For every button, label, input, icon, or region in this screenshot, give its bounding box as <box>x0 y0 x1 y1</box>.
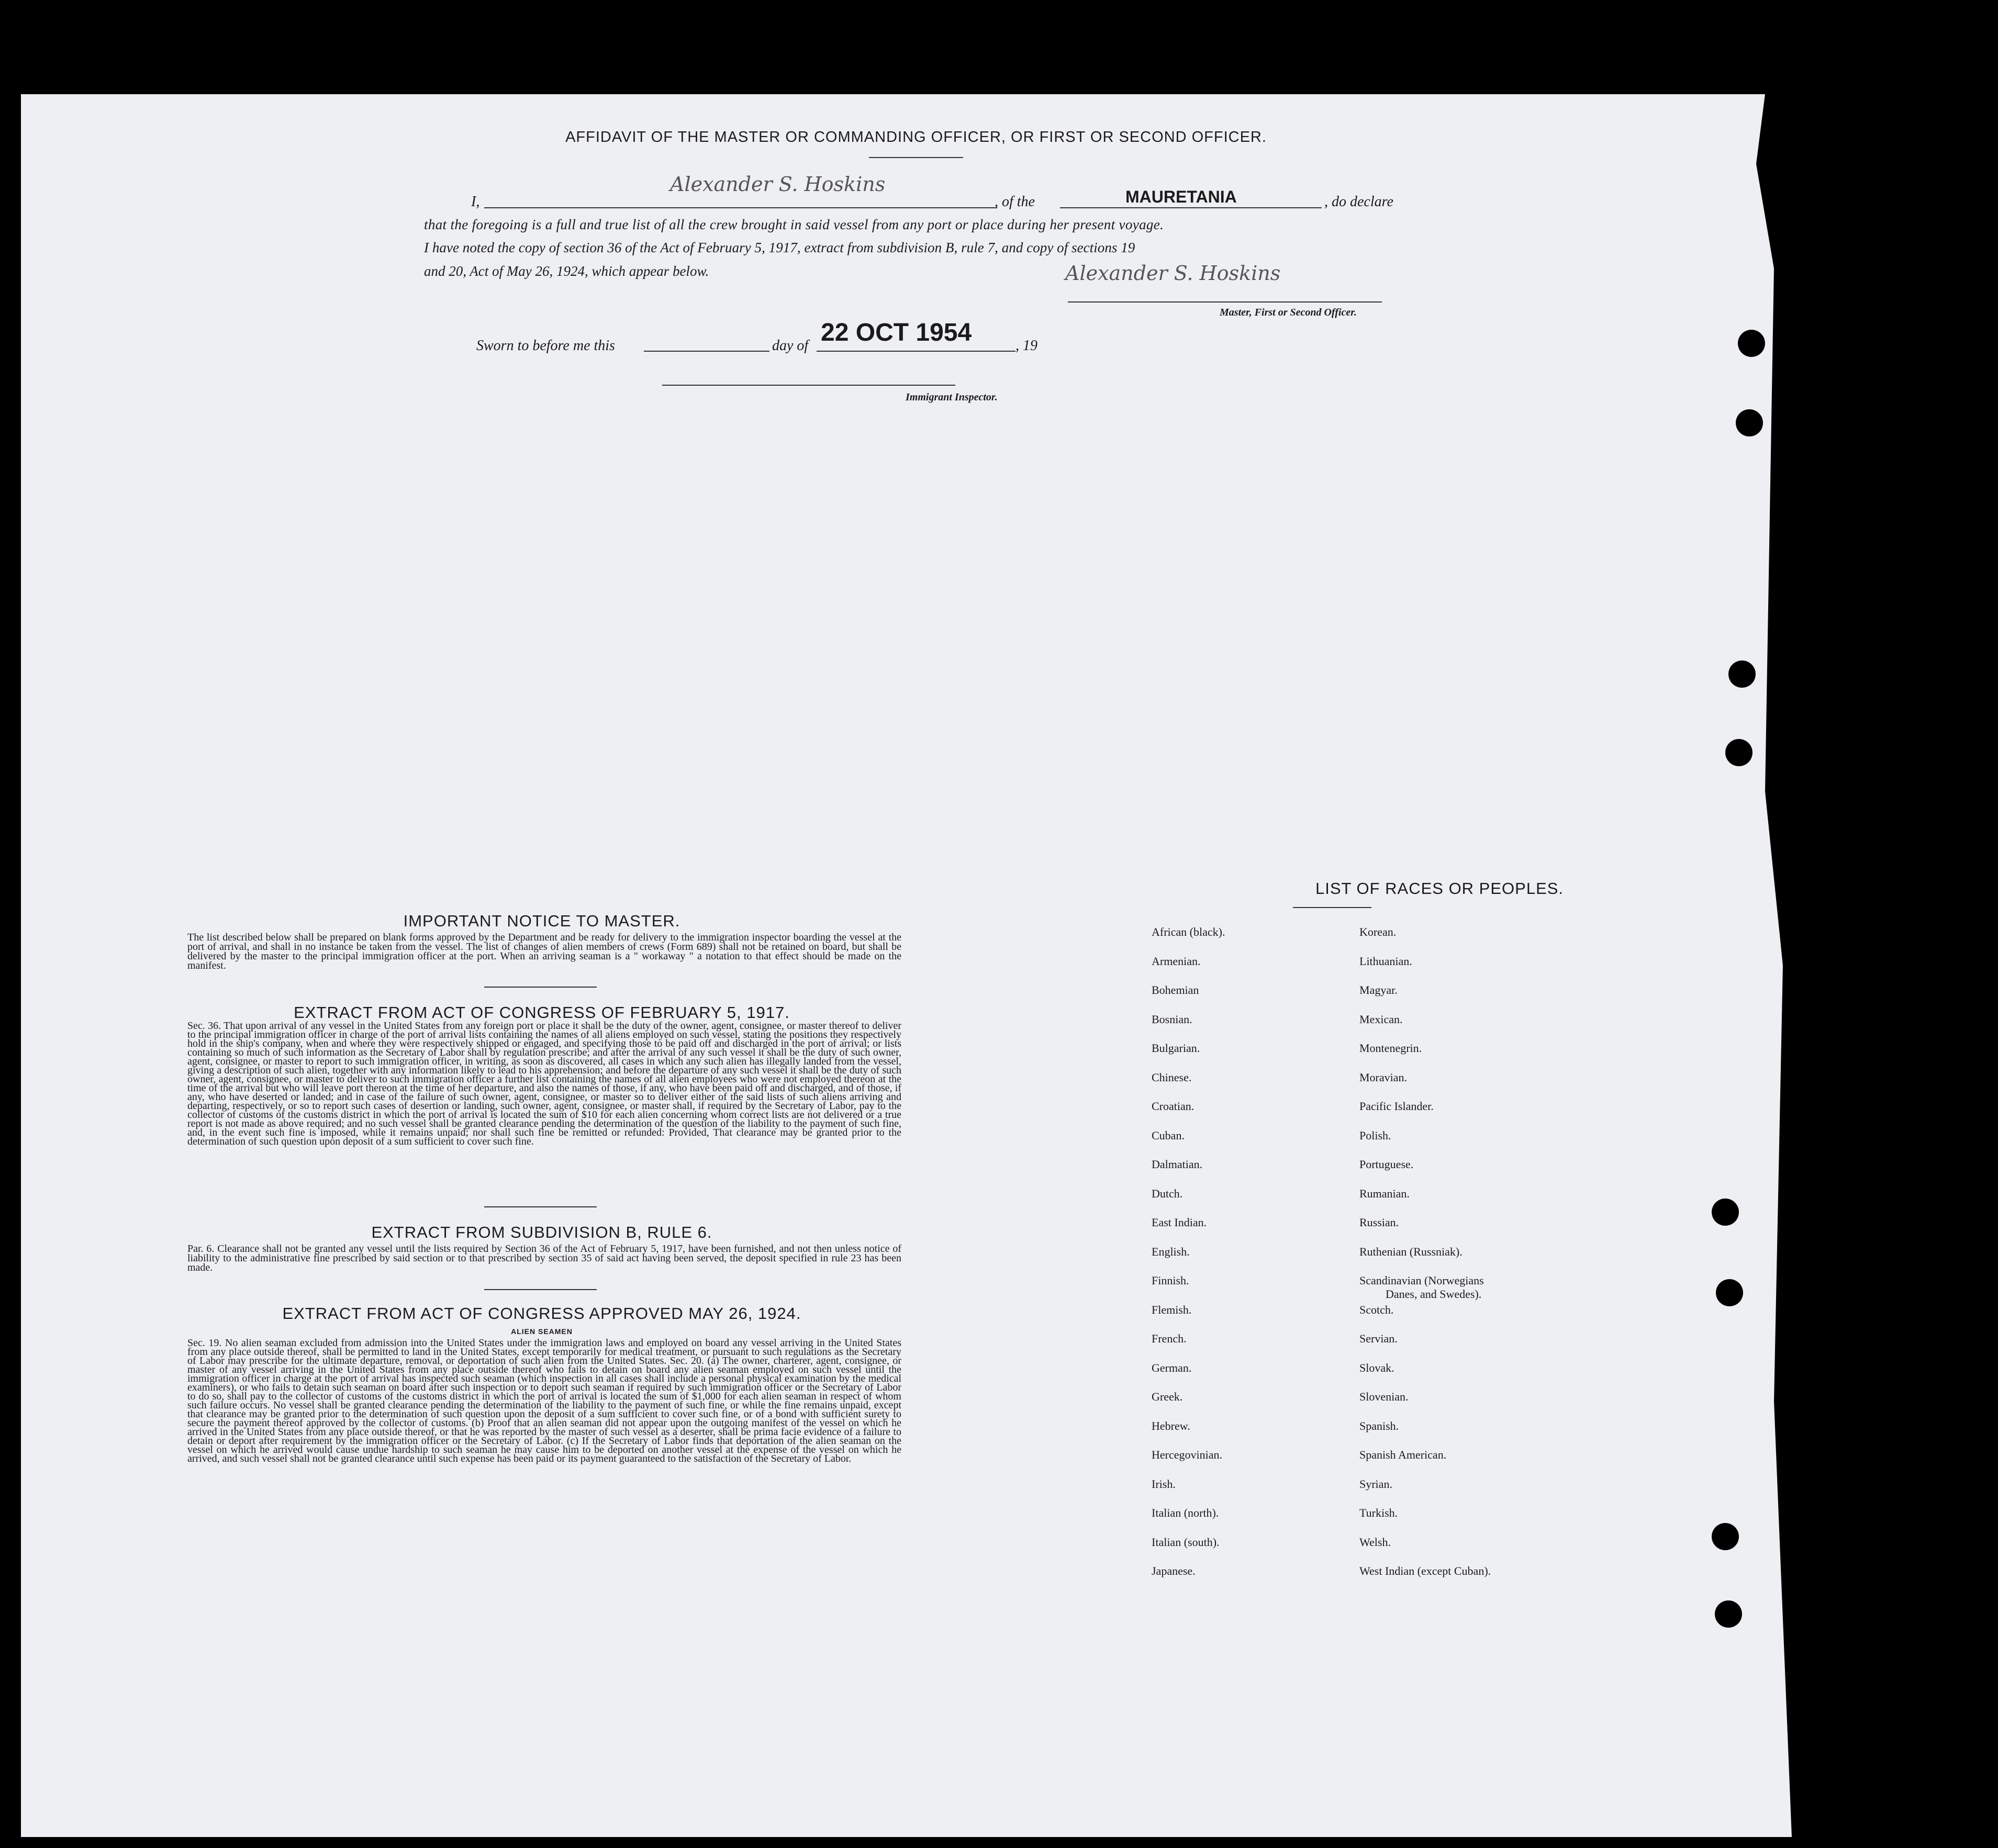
master-caption: Master, First or Second Officer. <box>1220 307 1357 318</box>
race-item: Rumanian. <box>1359 1186 1410 1200</box>
sworn-label: Sworn to before me this <box>476 338 615 354</box>
race-item-line: Scandinavian (Norwegians <box>1359 1274 1484 1287</box>
races-left-column <box>1152 925 1361 1594</box>
affidavit-line-3: I have noted the copy of section 36 of the Act of February 5, 1917, extract from subdivision B, rule 7, and copy of sections 19 <box>424 240 1135 255</box>
year-prefix: , 19 <box>1015 338 1037 354</box>
race-item: Croatian. <box>1152 1100 1195 1113</box>
notice-body: The list described below shall be prepared on blank forms approved by the Department and be ready for delivery to the immigration inspector boarding the vessel at the port of arrival, and shall in no instance be taken from the vessel. The list of changes of alien members of crews (Form 689) shall not be retained on board, but shall be delivered by the master to the principal immigration officer at the port. When an arriving seaman is a " workaway " a notation to that effect should be made on the manifest. <box>187 932 901 971</box>
race-item: Italian (south). <box>1152 1535 1220 1549</box>
binder-hole <box>1712 1523 1739 1550</box>
subdivision-body: Par. 6. Clearance shall not be granted any vessel until the lists required by Section 36 of the Act of February 5, 1917, have been furnished, and not then unless notice of liability to the administrative fine prescribed by said section or to that prescribed by section 35 of said act having been served, the deposit specified in rule 23 has been made. <box>187 1243 901 1273</box>
race-item-continuation: Danes, and Swedes). <box>1386 1287 1482 1301</box>
race-item: Japanese. <box>1152 1564 1196 1577</box>
divider <box>1293 907 1371 908</box>
binder-hole <box>1725 739 1753 766</box>
extract-1917-body: Sec. 36. That upon arrival of any vessel in the United States from any foreign port or place it shall be the duty of the owner, agent, consignee, or master thereof to deliver to the principal immigration officer in charge of the port of arrival lists containing the names of all aliens employed on such vessel, stating the positions they respectively hold in the ship's company, when and where they were respectively shipped or engaged, and specifying those to be paid off and discharged in the port of arrival; or lists containing so much of such information as the Secretary of Labor shall by regulation prescribe; and after the arrival of any such vessel it shall be the duty of such owner, agent, consignee, or master to report to such immigration officer, in writing, as soon as discovered, all cases in which any such alien has illegally landed from the vessel, giving a description of such alien, together with any information likely to lead to his apprehension; and before the departure of any such vessel it shall be the duty of such owner, agent, consignee, or master to deliver to such immigration officer a further list containing the names of all alien employees who were not employed thereon at the time of the arrival but who will leave port thereon at the time of her departure, and also the names of those, if any, who have been paid off and discharged, and of those, if any, who have deserted or landed; and in case of the failure of such owner, agent, consignee, or master so to deliver either of the said lists of such aliens arriving and departing, respectively, or so to report such cases of desertion or landing, such owner, agent, consignee, or master shall, if required by the Secretary of Labor, pay to the collector of customs of the customs district in which the port of arrival is located the sum of $10 for each alien concerning whom correct lists are not delivered or a true report is not made as above required; and no such vessel shall be granted clearance pending the determination of the question of the liability to the payment of such fine, and, in the event such fine is imposed, while it remains unpaid; nor shall such fine be remitted or refunded: Provided, That clearance may be granted prior to the determination of such question upon deposit of a sum sufficient to cover such fine. <box>187 1020 901 1147</box>
extract-1917-title: EXTRACT FROM ACT OF CONGRESS OF FEBRUARY 5, 1917. <box>294 1003 790 1022</box>
race-item: Hebrew. <box>1152 1419 1190 1432</box>
race-item: Slovak. <box>1359 1361 1394 1374</box>
race-item: African (black). <box>1152 925 1225 938</box>
race-item: German. <box>1152 1361 1192 1374</box>
inspector-signature-line <box>662 369 955 386</box>
do-declare-label: , do declare <box>1324 194 1393 210</box>
day-of-label: day of <box>772 338 809 354</box>
race-item: Spanish. <box>1359 1419 1399 1432</box>
race-item: Irish. <box>1152 1477 1176 1491</box>
race-item: Turkish. <box>1359 1506 1398 1519</box>
extract-1924-body: Sec. 19. No alien seaman excluded from admission into the United States under the immigration laws and employed on board any vessel arriving in the United States from any place outside thereof, shall be permitted to land in the United States, except temporarily for medical treatment, or pursuant to such regulations as the Secretary of Labor may prescribe for the ultimate departure, removal, or deportation of such alien from the United States. Sec. 20. (a) The owner, charterer, agent, consignee, or master of any vessel arriving in the United States from any place outside thereof who fails to detain on board any alien seaman employed on such vessel until the immigration officer in charge at the port of arrival has inspected such seaman (which inspection in all cases shall include a personal physical examination by the medical examiners), or who fails to detain such seaman on board after such inspection or to deport such seaman if required by such immigration officer or the Secretary of Labor to do so, shall pay to the collector of customs of the customs district in which the port of arrival is located the sum of $1,000 for each alien seaman in respect of whom such failure occurs. No vessel shall be granted clearance pending the determination of the liability to the payment of such fine, or while the fine remains unpaid, except that clearance may be granted prior to the determination of such question upon the deposit of a sum sufficient to cover such fine, or of a bond with sufficient surety to secure the payment thereof approved by the collector of customs. (b) Proof that an alien seaman did not appear upon the outgoing manifest of the vessel on which he arrived in the United States from any place outside thereof, or that he was reported by the master of such vessel as a deserter, shall be prima facie evidence of a failure to detain or deport after requirement by the immigration officer or the Secretary of Labor. (c) If the Secretary of Labor finds that deportation of the alien seaman on the vessel on which he arrived would cause undue hardship to such seaman he may cause him to be deported on another vessel at the expense of the vessel on which he arrived, and such vessel shall not be granted clearance until such expense has been paid or its payment guaranteed to the satisfaction of the Secretary of Labor. <box>187 1337 901 1464</box>
divider <box>869 157 963 158</box>
inspector-caption: Immigrant Inspector. <box>906 391 998 403</box>
race-item: Bosnian. <box>1152 1012 1192 1026</box>
race-item: Portuguese. <box>1359 1158 1414 1171</box>
race-item: Hercegovinian. <box>1152 1448 1222 1461</box>
officer-name: Alexander S. Hoskins <box>670 173 886 196</box>
race-item: Bohemian <box>1152 983 1199 996</box>
race-item: Finnish. <box>1152 1274 1189 1287</box>
subdivision-title: EXTRACT FROM SUBDIVISION B, RULE 6. <box>371 1223 712 1241</box>
races-right-column <box>1359 925 1600 1594</box>
race-item: Slovenian. <box>1359 1390 1409 1403</box>
signature-line <box>1068 283 1382 303</box>
divider <box>484 1289 597 1290</box>
affidavit-line-4: and 20, Act of May 26, 1924, which appear below. <box>424 263 709 279</box>
race-item: Cuban. <box>1152 1128 1185 1142</box>
binder-hole <box>1736 409 1763 436</box>
vessel-name: MAURETANIA <box>1125 187 1237 206</box>
race-item: East Indian. <box>1152 1216 1207 1229</box>
race-item: Spanish American. <box>1359 1448 1447 1461</box>
race-item: Flemish. <box>1152 1303 1192 1316</box>
race-item: Polish. <box>1359 1128 1391 1142</box>
binder-hole <box>1712 1199 1739 1226</box>
race-item: West Indian (except Cuban). <box>1359 1564 1491 1577</box>
binder-hole <box>1715 1600 1742 1628</box>
race-item: Dalmatian. <box>1152 1158 1203 1171</box>
race-item: Moravian. <box>1359 1070 1408 1084</box>
race-item: Italian (north). <box>1152 1506 1219 1519</box>
affidavit-i-label: I, <box>471 194 480 210</box>
race-item: Montenegrin. <box>1359 1041 1422 1055</box>
binder-hole <box>1738 330 1765 357</box>
race-item: Welsh. <box>1359 1535 1391 1549</box>
race-item: Pacific Islander. <box>1359 1100 1434 1113</box>
sworn-day-field <box>644 335 769 352</box>
race-item: Bulgarian. <box>1152 1041 1200 1055</box>
binder-hole <box>1728 660 1756 688</box>
race-item: Mexican. <box>1359 1012 1403 1026</box>
race-item: Magyar. <box>1359 983 1398 996</box>
affidavit-line-2: that the foregoing is a full and true list of all the crew brought in said vessel from any port or place during her present voyage. <box>424 217 1164 232</box>
race-item: Armenian. <box>1152 954 1201 968</box>
extract-1924-subtitle: ALIEN SEAMEN <box>511 1327 573 1336</box>
race-item: Lithuanian. <box>1359 954 1412 968</box>
race-item: Korean. <box>1359 925 1397 938</box>
race-item: Syrian. <box>1359 1477 1392 1491</box>
race-item: Russian. <box>1359 1216 1399 1229</box>
races-title: LIST OF RACES OR PEOPLES. <box>1315 879 1564 898</box>
divider <box>484 987 597 988</box>
affidavit-title: AFFIDAVIT OF THE MASTER OR COMMANDING OFFICER, OR FIRST OR SECOND OFFICER. <box>565 129 1267 145</box>
of-the-label: , of the <box>995 194 1035 210</box>
notice-title: IMPORTANT NOTICE TO MASTER. <box>403 912 680 930</box>
race-item: Scotch. <box>1359 1303 1394 1316</box>
race-item: Greek. <box>1152 1390 1183 1403</box>
race-item: French. <box>1152 1332 1187 1345</box>
race-item: English. <box>1152 1245 1190 1258</box>
extract-1924-title: EXTRACT FROM ACT OF CONGRESS APPROVED MAY 26, 1924. <box>282 1304 801 1323</box>
binder-hole <box>1716 1279 1743 1306</box>
master-signature: Alexander S. Hoskins <box>1065 262 1281 285</box>
race-item: Servian. <box>1359 1332 1398 1345</box>
divider <box>484 1206 597 1207</box>
race-item: Dutch. <box>1152 1186 1183 1200</box>
date-stamp: 22 OCT 1954 <box>821 319 972 346</box>
race-item <box>1359 1274 1600 1303</box>
race-item: Chinese. <box>1152 1070 1192 1084</box>
race-item: Ruthenian (Russniak). <box>1359 1245 1463 1258</box>
